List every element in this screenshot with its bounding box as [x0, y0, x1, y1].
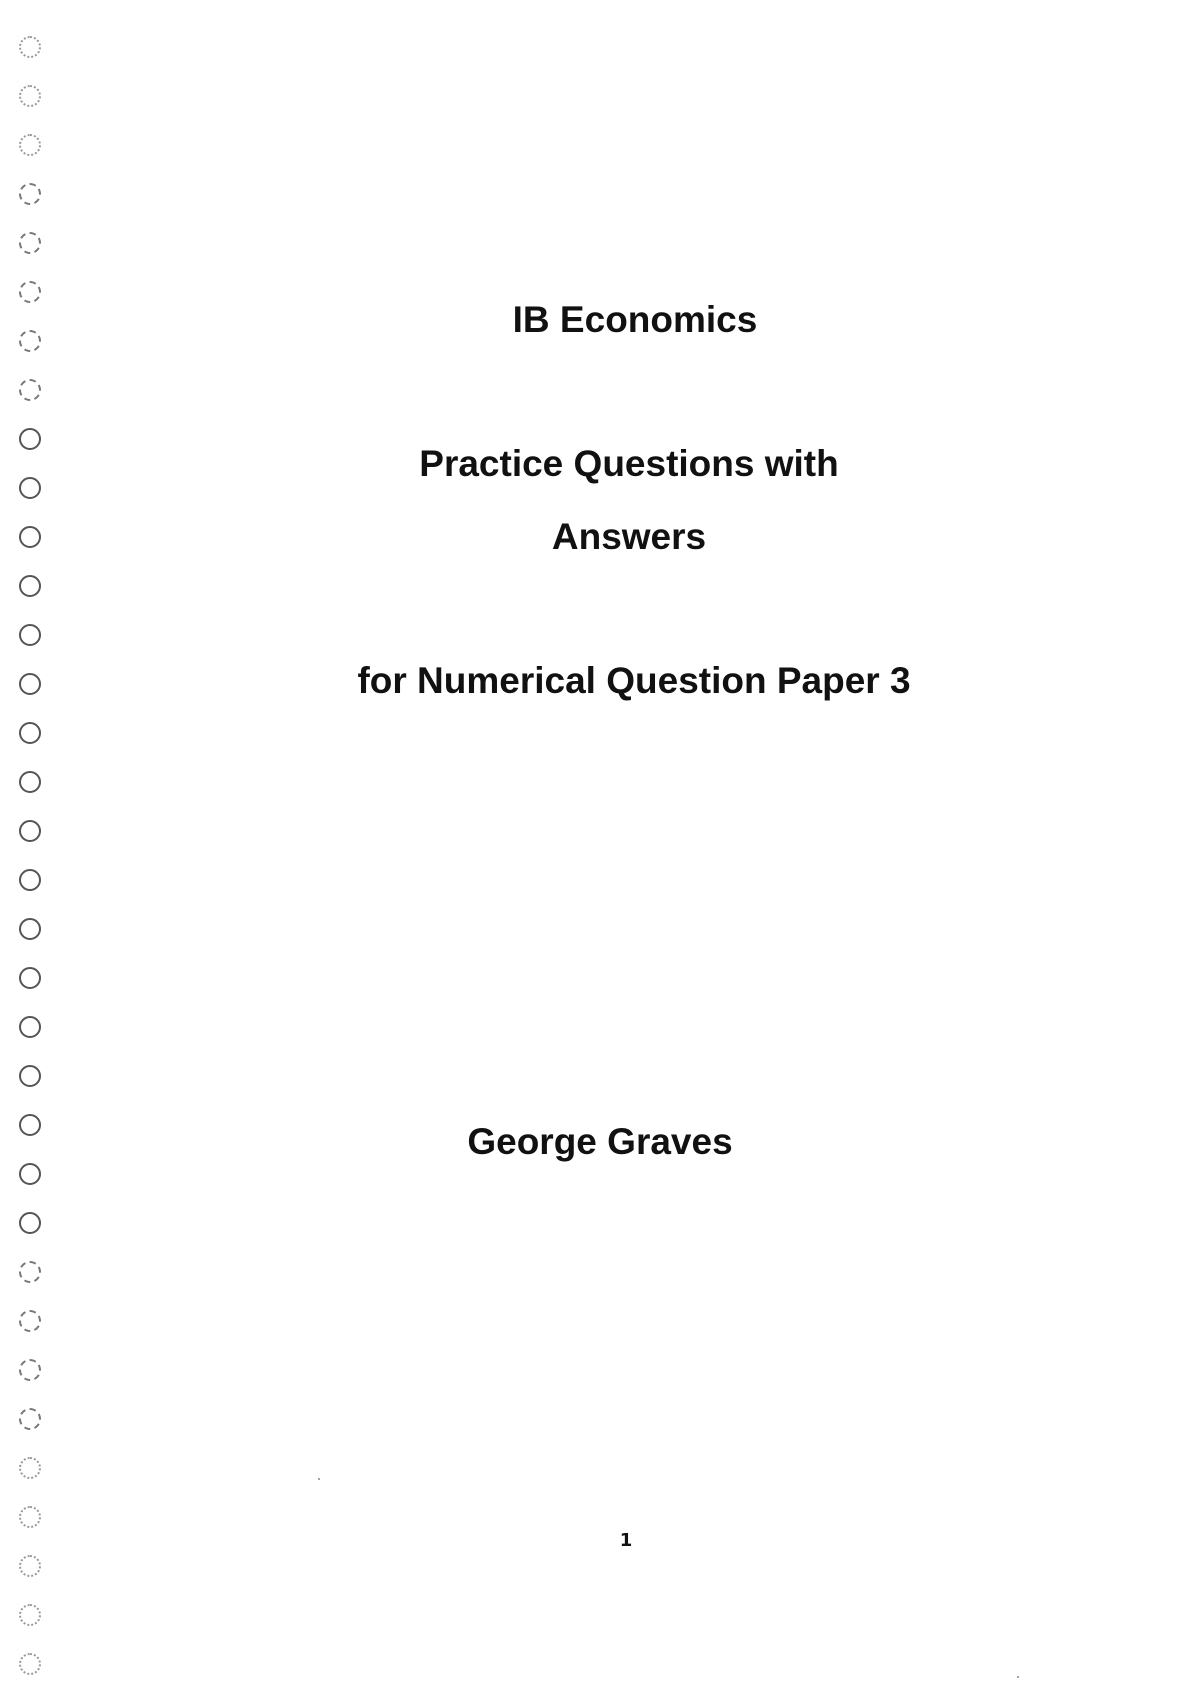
binder-hole-icon	[19, 967, 41, 989]
title-ib-economics: IB Economics	[512, 299, 758, 340]
binder-hole-icon	[19, 820, 41, 842]
title-answers: Answers	[551, 516, 707, 557]
binder-hole-icon	[19, 1555, 41, 1577]
binder-hole-icon	[19, 869, 41, 891]
binder-hole-icon	[19, 36, 41, 58]
binder-hole-icon	[19, 1310, 41, 1332]
scan-speck	[318, 1478, 320, 1480]
binder-hole-icon	[19, 1604, 41, 1626]
binder-hole-icon	[19, 1359, 41, 1381]
binder-hole-icon	[19, 232, 41, 254]
binder-hole-icon	[19, 1261, 41, 1283]
binder-hole-icon	[19, 771, 41, 793]
binder-hole-icon	[19, 1163, 41, 1185]
binder-hole-icon	[19, 1065, 41, 1087]
binder-holes	[0, 0, 70, 1698]
binder-hole-icon	[19, 183, 41, 205]
binder-hole-icon	[19, 624, 41, 646]
author-name: George Graves	[467, 1121, 733, 1162]
binder-hole-icon	[19, 1506, 41, 1528]
binder-hole-icon	[19, 1653, 41, 1675]
binder-hole-icon	[19, 379, 41, 401]
title-practice-questions: Practice Questions with	[419, 443, 839, 484]
binder-hole-icon	[19, 1016, 41, 1038]
binder-hole-icon	[19, 1408, 41, 1430]
binder-hole-icon	[19, 722, 41, 744]
title-subtitle-paper-3: for Numerical Question Paper 3	[357, 660, 911, 701]
binder-hole-icon	[19, 281, 41, 303]
binder-hole-icon	[19, 1457, 41, 1479]
binder-hole-icon	[19, 134, 41, 156]
scan-speck	[1017, 1676, 1019, 1678]
binder-hole-icon	[19, 85, 41, 107]
page-number: 1	[619, 1530, 633, 1551]
binder-hole-icon	[19, 1212, 41, 1234]
binder-hole-icon	[19, 918, 41, 940]
binder-hole-icon	[19, 575, 41, 597]
